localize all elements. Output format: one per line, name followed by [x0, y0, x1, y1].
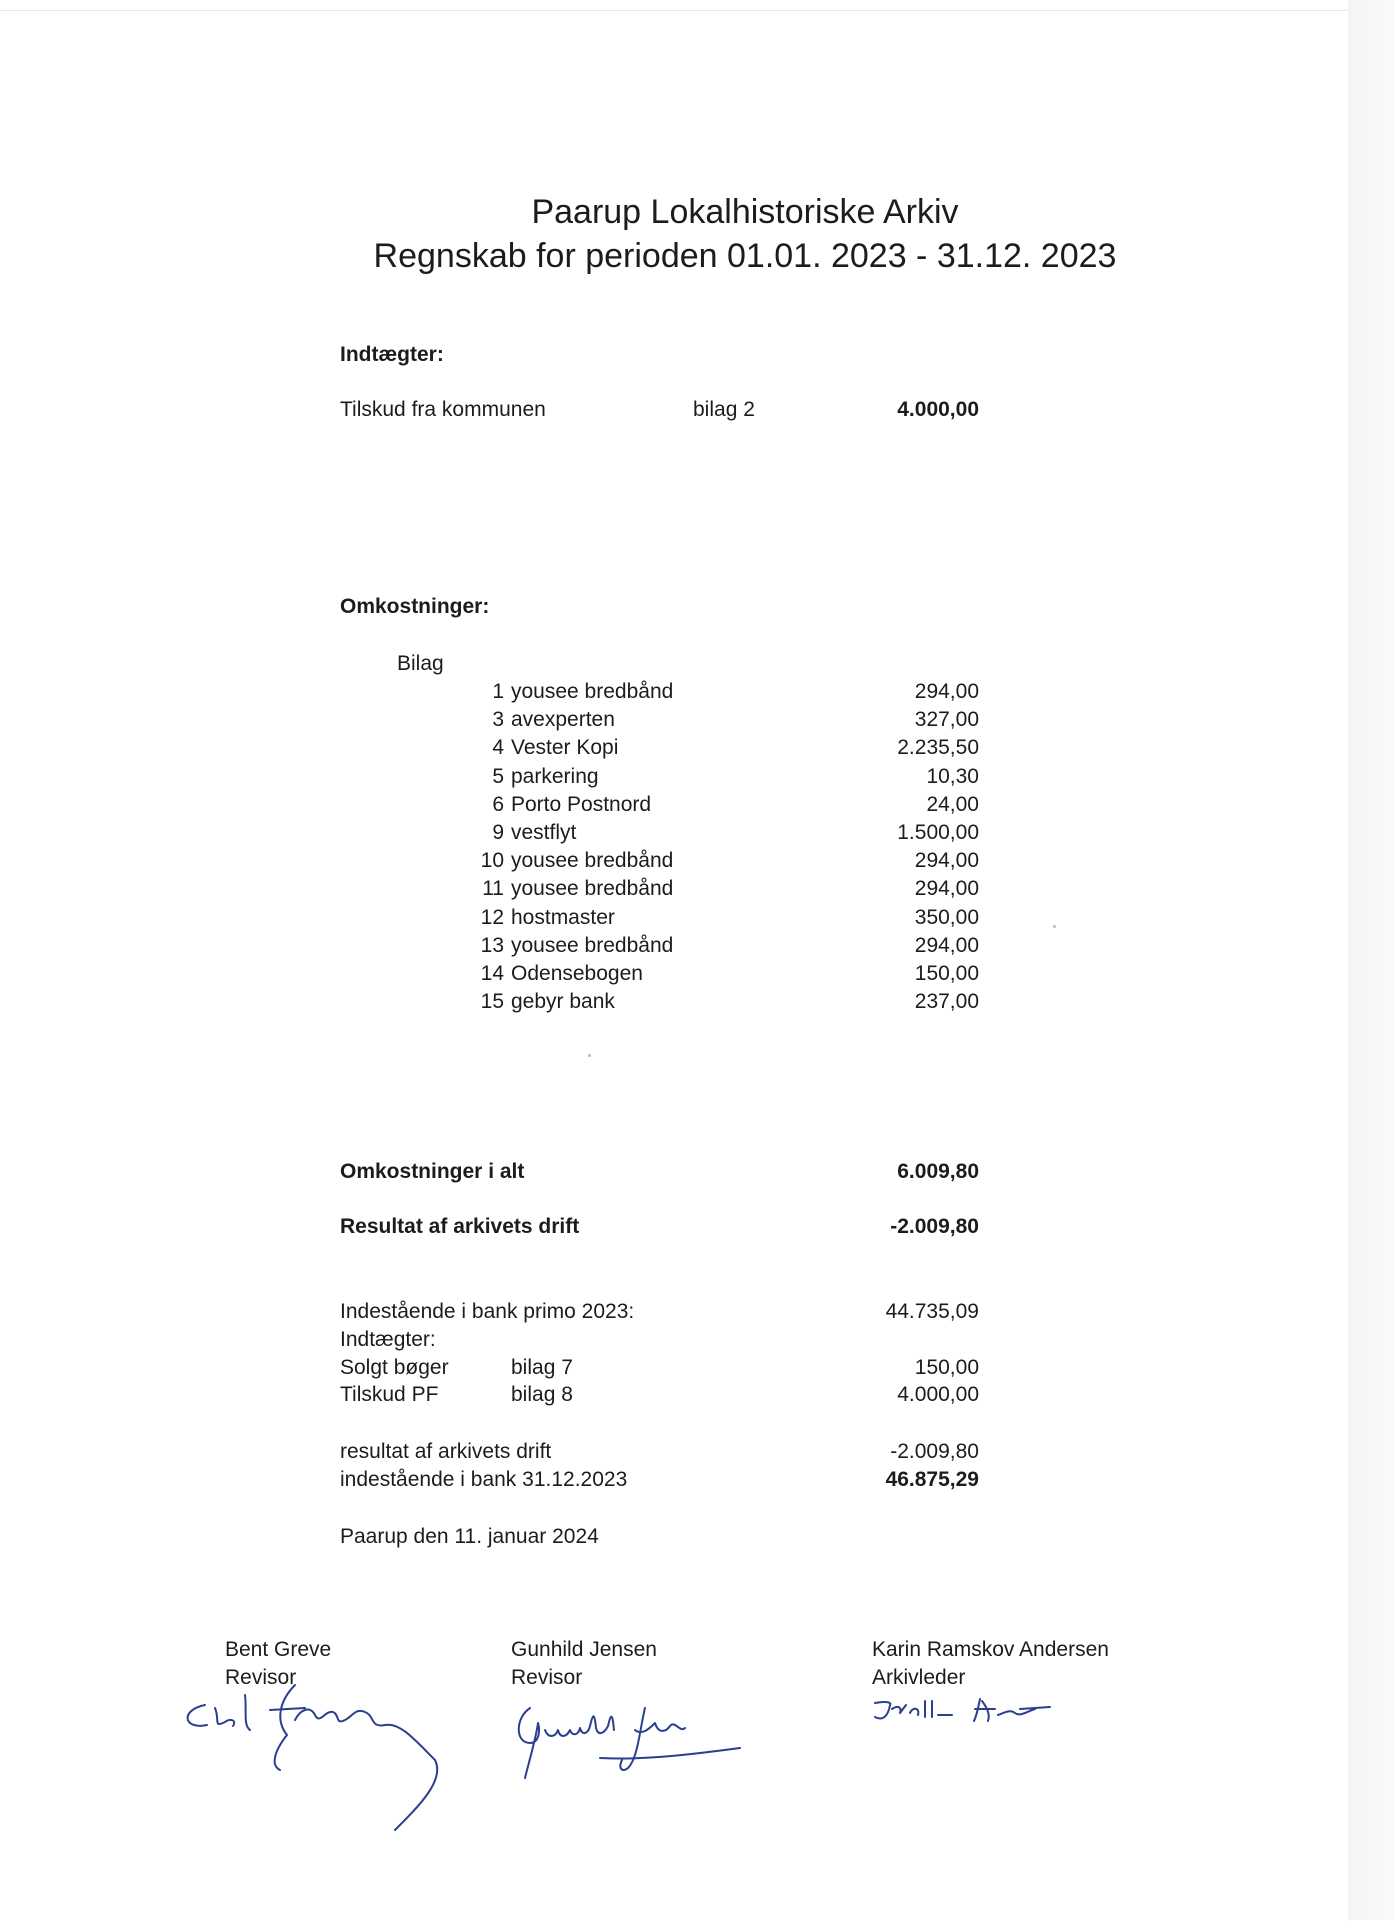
document-subtitle: Regnskab for perioden 01.01. 2023 - 31.12. 2023	[373, 237, 1117, 275]
paper-sheet	[0, 10, 1349, 1921]
expense-amount: 350,00	[914, 906, 979, 929]
expense-amount: 150,00	[914, 962, 979, 985]
scan-speck	[1053, 925, 1056, 928]
signatory-3-role: Arkivleder	[872, 1666, 966, 1689]
signatory-1-role: Revisor	[225, 1666, 297, 1689]
bank-result-label: resultat af arkivets drift	[340, 1440, 552, 1463]
signatory-2-name: Gunhild Jensen	[511, 1638, 657, 1661]
expense-bilag-number: 4	[492, 736, 504, 759]
result-label: Resultat af arkivets drift	[340, 1215, 580, 1238]
expense-description: vestflyt	[511, 821, 577, 844]
expense-bilag-number: 12	[480, 906, 504, 929]
place-date: Paarup den 11. januar 2024	[340, 1525, 599, 1548]
expense-bilag-number: 6	[492, 793, 504, 816]
expenses-total-label: Omkostninger i alt	[340, 1160, 525, 1183]
bank-result-amount: -2.009,80	[890, 1440, 979, 1463]
expense-bilag-number: 5	[492, 765, 504, 788]
expense-description: Porto Postnord	[511, 793, 652, 816]
signature-bent-greve	[175, 1680, 455, 1840]
expense-bilag-number: 11	[482, 877, 504, 900]
expense-amount: 327,00	[914, 708, 979, 731]
expense-description: yousee bredbånd	[511, 934, 674, 957]
expenses-total-amount: 6.009,80	[897, 1160, 979, 1183]
expense-bilag-number: 10	[480, 849, 504, 872]
expense-description: avexperten	[511, 708, 615, 731]
bilag-subheading: Bilag	[397, 652, 444, 675]
signatory-1-name: Bent Greve	[225, 1638, 332, 1661]
bank-row1-bilag: bilag 7	[511, 1356, 573, 1379]
signature-gunhild-jensen	[510, 1698, 760, 1798]
expenses-heading: Omkostninger:	[340, 595, 490, 618]
income-amount: 4.000,00	[897, 398, 979, 421]
expense-description: yousee bredbånd	[511, 849, 674, 872]
income-bilag: bilag 2	[693, 398, 755, 421]
bank-row2-amount: 4.000,00	[897, 1383, 979, 1406]
expense-amount: 24,00	[926, 793, 979, 816]
bank-row2-bilag: bilag 8	[511, 1383, 573, 1406]
expense-amount: 294,00	[914, 680, 979, 703]
signatory-3-name: Karin Ramskov Andersen	[872, 1638, 1109, 1661]
bank-row2-label: Tilskud PF	[340, 1383, 439, 1406]
expense-amount: 294,00	[914, 934, 979, 957]
expense-description: parkering	[511, 765, 599, 788]
expense-description: hostmaster	[511, 906, 615, 929]
bank-row1-label: Solgt bøger	[340, 1356, 449, 1379]
income-heading: Indtægter:	[340, 343, 444, 366]
expense-amount: 10,30	[926, 765, 979, 788]
bank-income-heading: Indtægter:	[340, 1328, 436, 1351]
bank-closing-amount: 46.875,29	[885, 1468, 979, 1491]
document-title: Paarup Lokalhistoriske Arkiv	[531, 193, 959, 231]
scan-margin	[1348, 0, 1395, 1920]
expense-description: gebyr bank	[511, 990, 615, 1013]
bank-opening-amount: 44.735,09	[885, 1300, 979, 1323]
signatory-2-role: Revisor	[511, 1666, 583, 1689]
bank-closing-label: indestående i bank 31.12.2023	[340, 1468, 628, 1491]
expense-bilag-number: 3	[492, 708, 504, 731]
scan-speck	[588, 1054, 591, 1057]
income-label: Tilskud fra kommunen	[340, 398, 546, 421]
expense-amount: 294,00	[914, 849, 979, 872]
bank-opening-label: Indestående i bank primo 2023:	[340, 1300, 635, 1323]
expense-description: yousee bredbånd	[511, 877, 674, 900]
expense-description: yousee bredbånd	[511, 680, 674, 703]
expense-bilag-number: 1	[492, 680, 504, 703]
expense-amount: 2.235,50	[897, 736, 979, 759]
expense-bilag-number: 15	[480, 990, 504, 1013]
expense-amount: 294,00	[914, 877, 979, 900]
expense-bilag-number: 14	[480, 962, 504, 985]
expense-description: Odensebogen	[511, 962, 643, 985]
expense-bilag-number: 9	[492, 821, 504, 844]
expense-amount: 237,00	[914, 990, 979, 1013]
expense-bilag-number: 13	[480, 934, 504, 957]
expense-amount: 1.500,00	[897, 821, 979, 844]
expense-description: Vester Kopi	[511, 736, 619, 759]
signature-karin-ramskov-andersen	[870, 1695, 1090, 1735]
bank-row1-amount: 150,00	[914, 1356, 979, 1379]
result-amount: -2.009,80	[890, 1215, 979, 1238]
